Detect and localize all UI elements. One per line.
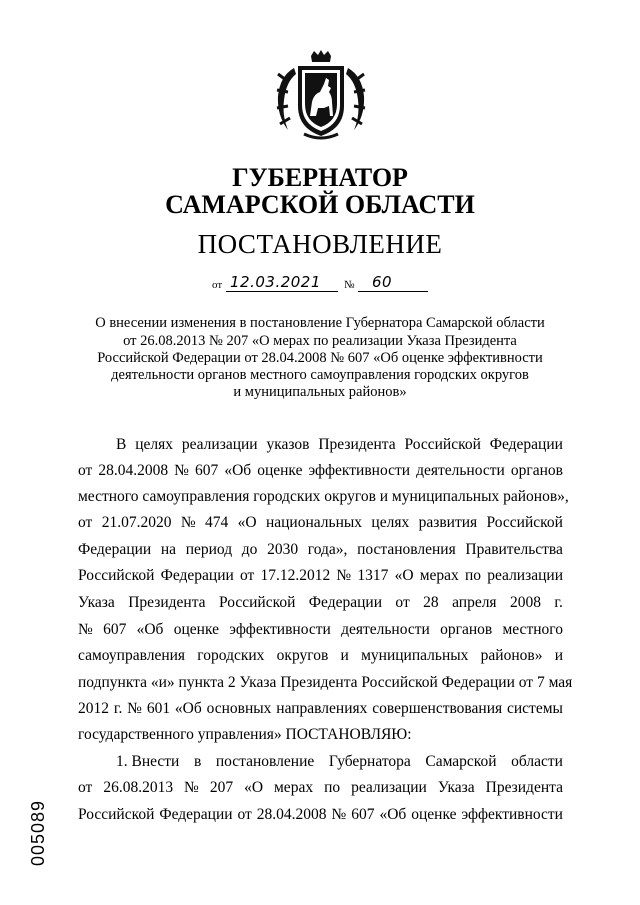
word: № xyxy=(78,621,93,638)
body-line xyxy=(116,436,563,454)
word: системы xyxy=(507,700,563,717)
word: Губернатора xyxy=(328,753,411,770)
word: и xyxy=(554,647,563,664)
word: мерах xyxy=(419,567,459,584)
word: округов xyxy=(276,647,329,664)
word: № xyxy=(184,779,199,796)
title-line: от 26.08.2013 № 207 «О мерах по реализации Указа Президента xyxy=(123,333,517,349)
word: реализации xyxy=(487,567,563,584)
word: Указа xyxy=(78,594,115,611)
registration-number: 005089 xyxy=(28,799,48,866)
word: Федерации xyxy=(159,806,233,823)
word: мерах xyxy=(274,779,314,796)
word: 21.07.2020 xyxy=(101,514,172,531)
word: до xyxy=(241,541,258,558)
number-underline xyxy=(358,291,428,292)
word: 601 xyxy=(146,700,171,717)
word: в xyxy=(193,753,202,770)
word: направлениях xyxy=(276,700,368,717)
word: 207 xyxy=(209,779,234,796)
word: Указа xyxy=(437,779,475,796)
word: 2008 xyxy=(509,594,541,611)
word: г. xyxy=(113,700,123,717)
word: совершенствования xyxy=(372,700,503,717)
word: от xyxy=(237,806,252,823)
word: 26.08.2013 xyxy=(103,779,174,796)
word: 474 xyxy=(205,514,229,531)
word: местного xyxy=(502,621,563,638)
word: 2030 xyxy=(267,541,299,558)
word: деятельности xyxy=(341,621,430,638)
word: развития xyxy=(418,514,478,531)
word: 1. Внести xyxy=(116,753,180,770)
word: указов xyxy=(266,436,310,453)
word: национальных xyxy=(265,514,363,531)
word: «Об xyxy=(224,462,252,479)
word: органов xyxy=(440,621,493,638)
word: Президента xyxy=(485,779,563,796)
word: деятельности xyxy=(416,462,505,479)
body-line xyxy=(78,726,563,744)
word: 607 xyxy=(195,462,219,479)
word: Федерации xyxy=(160,567,234,584)
word: 28.04.2008 xyxy=(256,806,327,823)
word: 28.04.2008 xyxy=(98,462,169,479)
body-line xyxy=(78,514,563,532)
word: г. xyxy=(554,594,563,611)
word: подпункта «и» пункта 2 Указа Президента Российской Федерации от 7 мая xyxy=(78,674,573,691)
word: реализации xyxy=(181,436,258,453)
word: апреля xyxy=(452,594,497,611)
body-line xyxy=(78,488,569,506)
item1-line xyxy=(116,753,563,771)
word: 28 xyxy=(423,594,439,611)
word: оценке xyxy=(411,806,457,823)
word: 2012 xyxy=(78,700,109,717)
word: № xyxy=(127,700,142,717)
word: Правительства xyxy=(465,541,563,558)
word: Президента xyxy=(318,436,396,453)
word: Самарской xyxy=(425,753,497,770)
body-line xyxy=(78,700,563,718)
word: реализации xyxy=(351,779,427,796)
word: государственного управления» ПОСТАНОВЛЯЮ: xyxy=(78,726,412,743)
body-line xyxy=(78,541,563,559)
word: по xyxy=(324,779,341,796)
word: на xyxy=(160,541,177,558)
word: № xyxy=(336,567,352,584)
word: постановления xyxy=(357,541,456,558)
word: и xyxy=(340,647,349,664)
word: от xyxy=(78,779,93,796)
word: эффективности xyxy=(461,806,563,823)
word: В xyxy=(116,436,127,453)
word: местного самоуправления городских округов и муниципальных районов», xyxy=(78,488,569,505)
word: «О xyxy=(237,514,257,531)
word: № xyxy=(174,462,189,479)
word: от xyxy=(395,594,410,611)
word: эффективности xyxy=(308,462,411,479)
word: № xyxy=(331,806,347,823)
title-line: О внесении изменения в постановление Губернатора Самарской области xyxy=(95,315,545,331)
word: 17.12.2012 xyxy=(260,567,331,584)
body-line xyxy=(78,621,563,639)
word: «О xyxy=(394,567,414,584)
margin-registration-stamp xyxy=(28,800,58,866)
word: постановление xyxy=(215,753,315,770)
date-label: от xyxy=(212,279,223,291)
word: эффективности xyxy=(229,621,331,638)
word: Федерации xyxy=(489,436,563,453)
word: городских xyxy=(197,647,265,664)
word: Российской xyxy=(78,567,155,584)
word: от xyxy=(239,567,255,584)
word: от xyxy=(78,514,93,531)
title-line: Российской Федерации от 28.04.2008 № 607 «Об оценке эффективности xyxy=(97,350,543,366)
word: «Об xyxy=(379,806,407,823)
word: от xyxy=(78,462,93,479)
title-line: и муниципальных районов» xyxy=(233,384,407,400)
body-line xyxy=(78,462,563,480)
word: Российской xyxy=(404,436,481,453)
word: Федерации xyxy=(308,594,382,611)
word: по xyxy=(465,567,482,584)
word: целях xyxy=(371,514,410,531)
date-underline xyxy=(226,291,338,292)
word: Российской xyxy=(486,514,563,531)
word: оценке xyxy=(173,621,219,638)
word: самоуправления xyxy=(78,647,186,664)
authority-title: ГУБЕРНАТОР xyxy=(232,163,408,192)
word: Президента xyxy=(128,594,206,611)
word: «Об xyxy=(174,700,202,717)
word: «Об xyxy=(136,621,164,638)
word: Российской xyxy=(78,806,155,823)
body-line xyxy=(78,594,563,612)
number-label: № xyxy=(344,279,355,291)
authority-region: САМАРСКОЙ ОБЛАСТИ xyxy=(165,190,475,219)
body-line xyxy=(78,647,563,665)
item1-line xyxy=(78,779,563,797)
word: районов» xyxy=(480,647,543,664)
body-line xyxy=(78,674,573,692)
word: 607 xyxy=(103,621,127,638)
word: года», xyxy=(307,541,348,558)
handwritten-date: 12.03.2021 xyxy=(230,273,321,291)
word: 607 xyxy=(351,806,375,823)
word: органов xyxy=(510,462,563,479)
word: оценке xyxy=(257,462,303,479)
word: муниципальных xyxy=(361,647,469,664)
date-number-line xyxy=(212,273,442,293)
word: № xyxy=(180,514,196,531)
word: основных xyxy=(206,700,272,717)
word: Российской xyxy=(218,594,296,611)
word: «О xyxy=(244,779,264,796)
word: целях xyxy=(135,436,173,453)
handwritten-number: 60 xyxy=(372,273,393,291)
word: Федерации xyxy=(78,541,152,558)
coat-of-arms-emblem xyxy=(274,50,368,142)
word: период xyxy=(185,541,233,558)
title-line: деятельности органов местного самоуправления городских округов xyxy=(111,367,529,383)
document-type: ПОСТАНОВЛЕНИЕ xyxy=(197,229,443,259)
word: 1317 xyxy=(357,567,389,584)
item1-line xyxy=(78,806,563,824)
body-line xyxy=(78,567,563,585)
word: области xyxy=(511,753,563,770)
